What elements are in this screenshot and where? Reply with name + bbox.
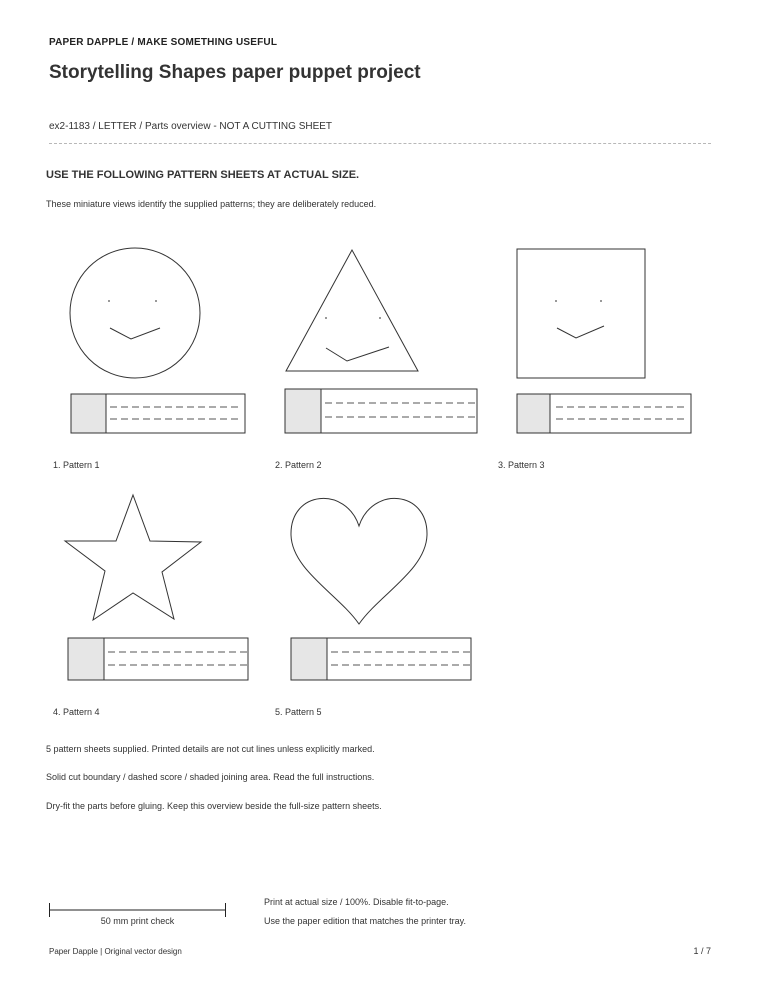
glue-tab: [285, 389, 321, 433]
document-meta: ex2-1183 / LETTER / Parts overview - NOT A CUTTING SHEET: [49, 121, 333, 132]
pattern-3-caption: 3. Pattern 3: [498, 460, 545, 470]
pattern-5-caption: 5. Pattern 5: [275, 707, 322, 717]
scale-bar: [49, 903, 226, 917]
note-supplied: 5 pattern sheets supplied. Printed details are not cut lines unless explicitly marked.: [46, 744, 375, 754]
pattern-1-preview: [60, 240, 260, 440]
footer-credit: Paper Dapple | Original vector design: [49, 947, 182, 956]
pattern-2-caption: 2. Pattern 2: [275, 460, 322, 470]
pattern-4-caption: 4. Pattern 4: [53, 707, 100, 717]
header-divider: [49, 143, 711, 144]
pattern-1-caption: 1. Pattern 1: [53, 460, 100, 470]
heart-outline: [291, 498, 427, 624]
star-outline: [65, 495, 201, 620]
pattern-2-preview: [282, 240, 482, 440]
triangle-outline: [286, 250, 418, 371]
circle-outline: [70, 248, 200, 378]
page-title: Storytelling Shapes paper puppet project: [49, 62, 421, 83]
print-instruction: Print at actual size / 100%. Disable fit-to-page.: [264, 897, 449, 907]
paper-instruction: Use the paper edition that matches the printer tray.: [264, 916, 466, 926]
note-dry-fit: Dry-fit the parts before gluing. Keep this overview beside the full-size pattern sheets.: [46, 801, 382, 811]
page-number: 1 / 7: [693, 946, 711, 956]
square-outline: [517, 249, 645, 378]
glue-tab: [291, 638, 327, 680]
brand-line: PAPER DAPPLE / MAKE SOMETHING USEFUL: [49, 37, 278, 48]
pattern-4-preview: [60, 490, 260, 690]
pattern-5-preview: [286, 490, 486, 690]
pattern-2-drawing: [282, 240, 482, 440]
mouth: [557, 326, 604, 338]
glue-tab: [71, 394, 106, 433]
section-intro: These miniature views identify the supplied patterns; they are deliberately reduced.: [46, 199, 377, 209]
pattern-1-drawing: [60, 240, 260, 440]
mouth: [326, 347, 389, 361]
pattern-3-drawing: [513, 240, 713, 440]
note-legend: Solid cut boundary / dashed score / shaded joining area. Read the full instructions.: [46, 772, 375, 782]
glue-tab: [68, 638, 104, 680]
mouth: [110, 328, 160, 339]
pattern-5-drawing: [286, 490, 486, 690]
scale-bar-label: 50 mm print check: [100, 916, 175, 926]
glue-tab: [517, 394, 550, 433]
pattern-3-preview: [513, 240, 713, 440]
pattern-4-drawing: [60, 490, 260, 690]
section-heading: USE THE FOLLOWING PATTERN SHEETS AT ACTUAL SIZE.: [46, 169, 360, 181]
